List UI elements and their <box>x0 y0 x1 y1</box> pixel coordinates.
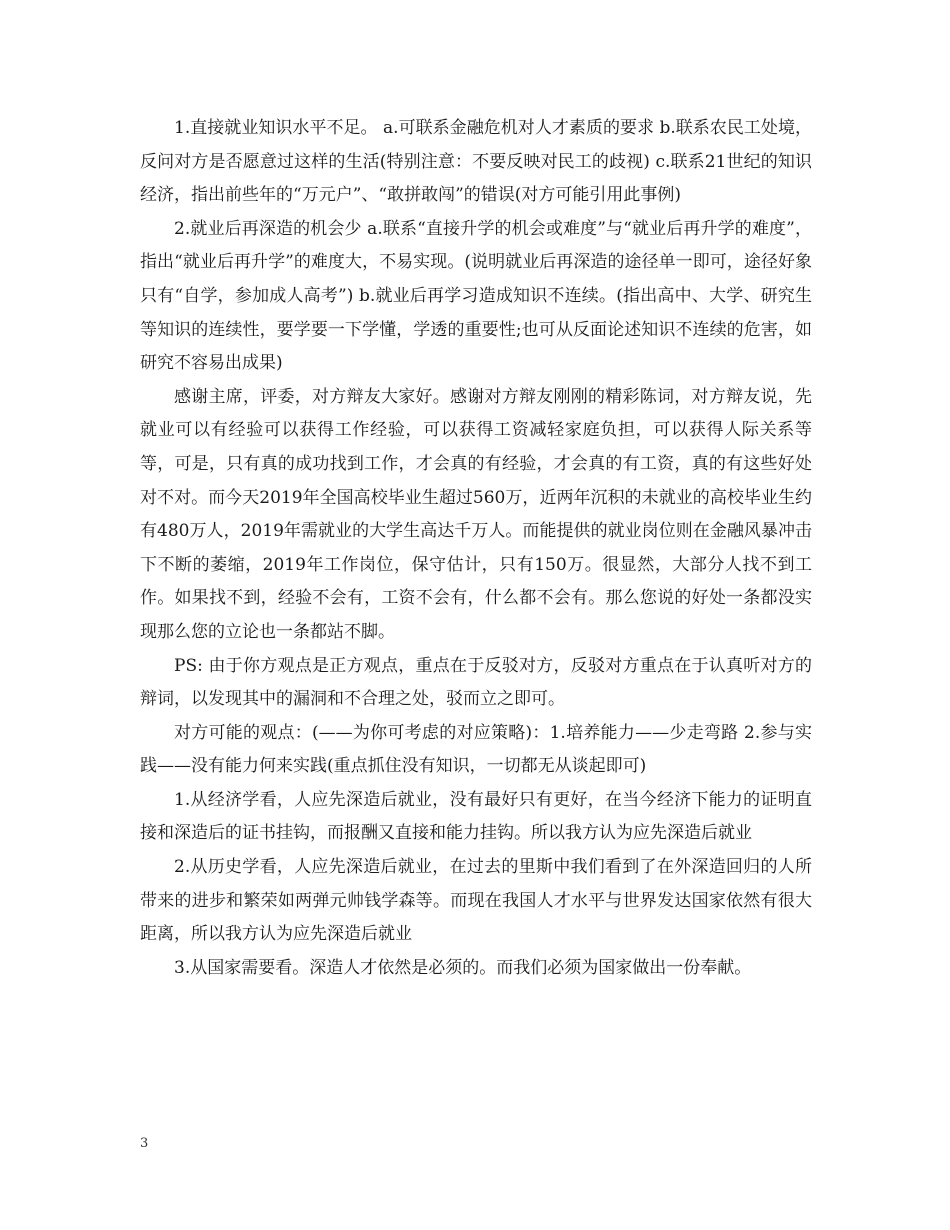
paragraph-further-study: 2.就业后再深造的机会少 a.联系“直接升学的机会或难度”与“就业后再升学的难度”，指出“就业后再升学”的难度大，不易实现。(说明就业后再深造的途径单一即可，途径好象只有“自学，参加成人高考”) b.就业后再学习造成知识不连续。(指出高中、大学、研究生等知识的连续性，要学要一下学懂，学透的重要性;也可从反面论述知识不连续的危害，如研究不容易出成果) <box>140 218 812 374</box>
paragraph-economics-point: 1.从经济学看，人应先深造后就业，没有最好只有更好，在当今经济下能力的证明直接和深造后的证书挂钩，而报酬又直接和能力挂钩。所以我方认为应先深造后就业 <box>140 789 812 844</box>
paragraph-rebuttal-speech: 感谢主席，评委，对方辩友大家好。感谢对方辩友刚刚的精彩陈词，对方辩友说，先就业可以有经验可以获得工作经验，可以获得工资减轻家庭负担，可以获得人际关系等等，可是，只有真的成功找到工作，才会真的有经验，才会真的有工资，真的有这些好处对不对。而今天2019年全国高校毕业生超过560万，近两年沉积的未就业的高校毕业生约有480万人，2019年需就业的大学生高达千万人。而能提供的就业岗位则在金融风暴冲击下不断的萎缩，2019年工作岗位，保守估计，只有150万。很显然，大部分人找不到工作。如果找不到，经验不会有，工资不会有，什么都不会有。那么您说的好处一条都没实现那么您的立论也一条都站不脚。 <box>140 386 812 642</box>
document-body <box>140 112 812 985</box>
page-number: 3 <box>140 1136 149 1151</box>
paragraph-national-need-point: 3.从国家需要看。深造人才依然是必须的。而我们必须为国家做出一份奉献。 <box>174 957 752 978</box>
paragraph-direct-employment: 1.直接就业知识水平不足。 a.可联系金融危机对人才素质的要求 b.联系农民工处境，反问对方是否愿意过这样的生活(特别注意：不要反映对民工的歧视) c.联系21世纪的知识经济，指出前些年的“万元户”、“敢拼敢闯”的错误(对方可能引用此事例) <box>140 118 812 206</box>
paragraph-opponent-views: 对方可能的观点：(——为你可考虑的对应策略)：1.培养能力——少走弯路 2.参与实践——没有能力何来实践(重点抓住没有知识，一切都无从谈起即可) <box>140 722 812 777</box>
paragraph-ps-note: PS: 由于你方观点是正方观点，重点在于反驳对方，反驳对方重点在于认真听对方的辩词，以发现其中的漏洞和不合理之处，驳而立之即可。 <box>140 655 812 710</box>
paragraph-history-point: 2.从历史学看，人应先深造后就业，在过去的里斯中我们看到了在外深造回归的人所带来的进步和繁荣如两弹元帅钱学森等。而现在我国人才水平与世界发达国家依然有很大距离，所以我方认为应先深造后就业 <box>140 857 812 945</box>
